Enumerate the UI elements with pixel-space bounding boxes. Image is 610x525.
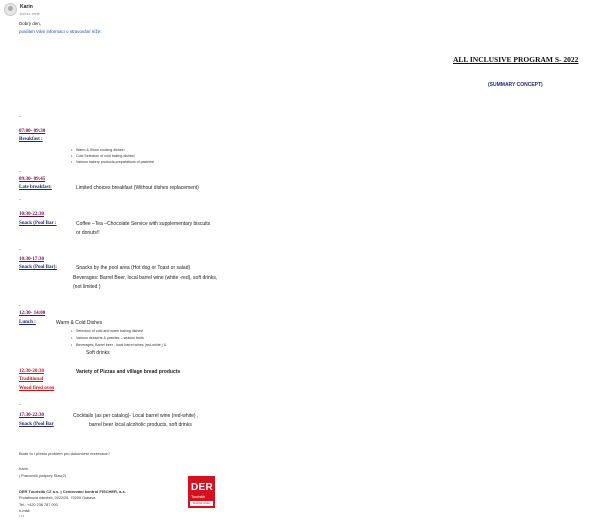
logo-subtext: Touristik: [191, 495, 205, 499]
separator-dash: -: [19, 114, 21, 120]
section-label: Traditional: [19, 377, 44, 382]
logo-text: DER: [191, 482, 214, 493]
separator-dash: -: [19, 303, 21, 309]
signature-company: DER Touristik CZ a.s. | Centrování kontrol FISCHER, a.s.: [19, 489, 126, 494]
signature-phone: Tel.: +420 236 787 000: [19, 503, 58, 507]
list-item: • Various desserts & pastries – season fruits: [76, 336, 144, 340]
signature-name: Karin: [19, 467, 28, 471]
section-description: Cocktails (as per catalog)- Local barrel wine (red-white) ,: [73, 413, 199, 419]
program-subtitle: (SUMMARY CONCEPT): [488, 82, 543, 88]
separator-dash: -: [19, 247, 21, 253]
more-options-icon[interactable]: •••: [19, 513, 25, 518]
section-time: 12:30-20:30: [19, 369, 44, 374]
section-description: Soft drinks: [86, 350, 110, 356]
section-label: Lunch :: [19, 320, 36, 325]
footer-question: Bude to i přesto problém pro dokončení rezervace?: [19, 451, 110, 456]
program-title: ALL INCLUSIVE PROGRAM S- 2022: [453, 55, 579, 64]
list-item: • Cold Selection of cold baking dishes!: [76, 154, 135, 158]
logo-tag: Touristik Group: [190, 501, 213, 506]
list-item: • Beverages: Barrel beer , local barrel wines (red-white ) &: [76, 343, 166, 347]
email-header: [4, 3, 604, 25]
section-description: Warm & Cold Dishes: [56, 320, 103, 326]
separator-dash: -: [19, 197, 21, 203]
signature-email[interactable]: e-mail:: [19, 509, 31, 513]
separator-dash: -: [19, 402, 21, 408]
section-time: 12:30- 14:00: [19, 311, 46, 316]
separator-dash: -: [19, 169, 21, 175]
section-time: 09:30- 09:45: [19, 177, 46, 182]
section-description: Beverages: Barrel Beer, local barrel wine (white -red), soft drinks,: [73, 275, 218, 281]
greeting: Dobrý den,: [19, 21, 42, 26]
section-time: 17:30-22:30: [19, 413, 44, 418]
section-description: (not limited ): [73, 284, 101, 290]
list-item: • Various bakery products-preparations of pastries!: [76, 160, 154, 164]
list-item: • Selection of cold and warm baking dishes!: [76, 329, 143, 333]
section-label: Snack (Pool Bar):: [19, 265, 58, 270]
section-label: Snack (Pool Bar: [19, 422, 54, 427]
section-label: Breakfast :: [19, 137, 43, 142]
section-label: Late breakfast:: [19, 185, 52, 190]
der-touristik-logo: [188, 476, 215, 508]
signature-address: Prolatinova náměstí, 0022/26, 70200 Ostrava: [19, 496, 96, 500]
section-description: barrel beer local alcoholic products, soft drinks: [89, 422, 192, 428]
section-time: 10:30-17:30: [19, 257, 44, 262]
section-label: Snack (Pool Bar :: [19, 221, 57, 226]
section-description: Limited choices breakfast (Without dishes replacement): [76, 185, 199, 191]
section-label: Wood fired oven: [19, 386, 55, 391]
section-time: 07:00- 09:30: [19, 129, 46, 134]
person-icon: [8, 6, 13, 11]
email-body-line: posílám Vám informaci o stravování níže:: [19, 29, 102, 34]
section-description: Snacks by the pool area (Hot dog or Toast or salad): [76, 265, 191, 271]
list-item: • Warm & Show cooking dishes!: [76, 148, 125, 152]
sender-name[interactable]: Karin: [20, 4, 33, 10]
section-time: 10:30-22:30: [19, 212, 44, 217]
sender-avatar[interactable]: [4, 3, 17, 16]
section-description: or donuts!!: [76, 230, 100, 236]
recipient-line[interactable]: komu: mně: [20, 11, 40, 16]
signature-role: | Pracovník podpory Stav(2): [19, 474, 66, 478]
section-description: Variety of Pizzas and village bread products: [76, 369, 181, 375]
section-description: Coffee –Tea –Chocolate Service with supplementary biscuits: [76, 221, 211, 227]
